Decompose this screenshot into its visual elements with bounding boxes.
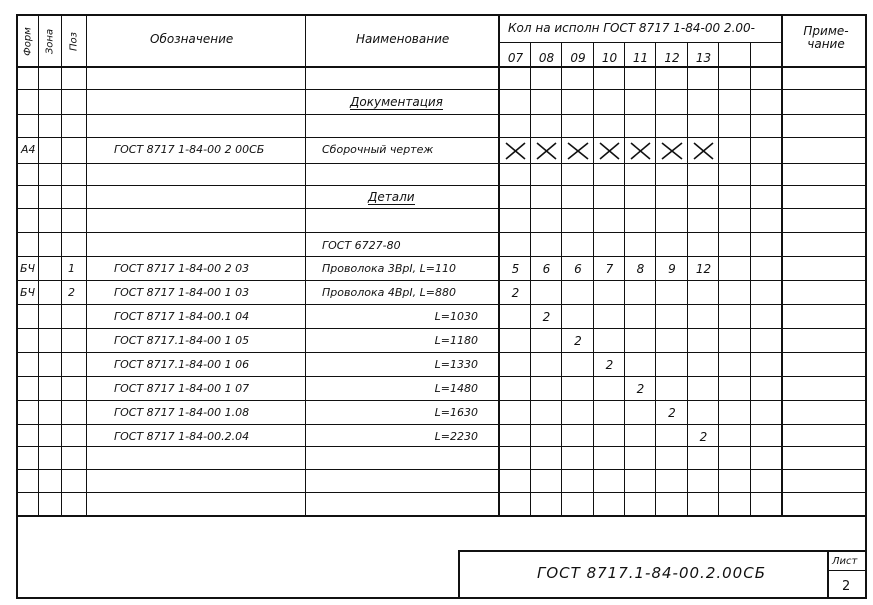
row-designation: ГОСТ 8717.1-84-00 1 05	[114, 334, 250, 347]
row-qty: 6	[574, 262, 582, 276]
row-designation: ГОСТ 8717 1-84-00 1 03	[114, 286, 250, 299]
row-line	[16, 400, 867, 401]
variant-header: 10	[601, 51, 618, 65]
doc-row-format: А4	[21, 143, 36, 156]
row-qty: 2	[699, 430, 708, 444]
stamp-sheet-number: 2	[842, 579, 851, 594]
gost-reference: ГОСТ 6727-80	[322, 239, 401, 252]
row-name: L=1630	[434, 406, 478, 419]
row-qty: 2	[668, 406, 676, 420]
row-name: L=1480	[434, 382, 478, 395]
cross-mark-icon	[688, 140, 719, 162]
variant-header: 08	[538, 51, 555, 65]
header-name: Наименование	[356, 32, 450, 46]
row-designation: ГОСТ 8717 1-84-00 1.08	[114, 406, 250, 419]
row-qty: 8	[636, 262, 645, 276]
row-line	[16, 446, 867, 447]
row-line	[16, 89, 867, 90]
row-position: 2	[68, 286, 75, 299]
row-line	[16, 328, 867, 329]
stamp-sheet-label: Лист	[832, 556, 858, 567]
stamp-sheet-line	[828, 570, 867, 571]
stamp-top-line	[458, 550, 867, 552]
row-qty: 2	[605, 358, 614, 372]
row-line	[16, 469, 867, 470]
row-line	[16, 424, 867, 425]
row-line	[16, 137, 867, 138]
row-name: L=1180	[434, 334, 478, 347]
stamp-left-line	[458, 551, 460, 599]
row-qty: 2	[636, 382, 645, 396]
cross-mark-icon	[594, 140, 625, 162]
header-designation: Обозначение	[150, 32, 234, 46]
row-line	[16, 163, 867, 164]
row-designation: ГОСТ 8717 1-84-00.2.04	[114, 430, 250, 443]
cross-mark-icon	[562, 140, 594, 162]
row-format: БЧ	[20, 286, 36, 299]
row-line	[16, 114, 867, 115]
row-qty: 12	[695, 262, 712, 276]
row-name: Проволока 4ВрI, L=880	[322, 286, 456, 299]
header-qty-title: Кол на исполн ГОСТ 8717 1-84-00 2.00-	[508, 21, 755, 35]
variant-header: 13	[695, 51, 712, 65]
row-qty: 2	[574, 334, 582, 348]
header-format: Форм	[22, 27, 34, 56]
row-qty: 2	[542, 310, 551, 324]
cross-mark-icon	[500, 140, 531, 162]
row-line	[16, 232, 867, 233]
row-line	[16, 376, 867, 377]
row-line	[16, 304, 867, 305]
row-line	[16, 352, 867, 353]
section-details: Детали	[368, 190, 415, 204]
row-designation: ГОСТ 8717 1-84-00.1 04	[114, 310, 250, 323]
doc-row-designation: ГОСТ 8717 1-84-00 2 00СБ	[114, 143, 265, 156]
row-designation: ГОСТ 8717.1-84-00 1 06	[114, 358, 250, 371]
doc-row-name: Сборочный чертеж	[322, 143, 434, 156]
qty-header-split	[500, 42, 782, 43]
row-position: 1	[68, 262, 75, 275]
row-qty: 6	[542, 262, 551, 276]
row-qty: 9	[668, 262, 676, 276]
variant-header: 12	[664, 51, 680, 65]
row-qty: 2	[511, 286, 520, 300]
section-documentation: Документация	[350, 95, 443, 109]
row-line	[16, 492, 867, 493]
row-name: L=2230	[434, 430, 478, 443]
header-note: Приме- чание	[803, 24, 849, 52]
row-line	[16, 185, 867, 186]
stamp-code: ГОСТ 8717.1-84-00.2.00СБ	[537, 564, 766, 582]
variant-header: 07	[507, 51, 524, 65]
cross-mark-icon	[625, 140, 656, 162]
row-qty: 5	[511, 262, 520, 276]
stamp-sheet-divider	[827, 551, 829, 599]
header-zone: Зона	[44, 28, 56, 55]
table-bottom-line	[16, 515, 867, 517]
row-format: БЧ	[20, 262, 36, 275]
row-line	[16, 280, 867, 281]
row-name: L=1330	[434, 358, 478, 371]
header-bottom-line	[16, 66, 867, 68]
row-line	[16, 208, 867, 209]
variant-header: 09	[570, 51, 586, 65]
row-name: Проволока 3ВрI, L=110	[322, 262, 456, 275]
row-name: L=1030	[434, 310, 478, 323]
row-qty: 7	[605, 262, 614, 276]
row-line	[16, 256, 867, 257]
cross-mark-icon	[656, 140, 688, 162]
cross-mark-icon	[531, 140, 562, 162]
row-designation: ГОСТ 8717 1-84-00 1 07	[114, 382, 250, 395]
row-designation: ГОСТ 8717 1-84-00 2 03	[114, 262, 250, 275]
variant-header: 11	[632, 51, 649, 65]
header-pos: Поз	[68, 32, 80, 51]
